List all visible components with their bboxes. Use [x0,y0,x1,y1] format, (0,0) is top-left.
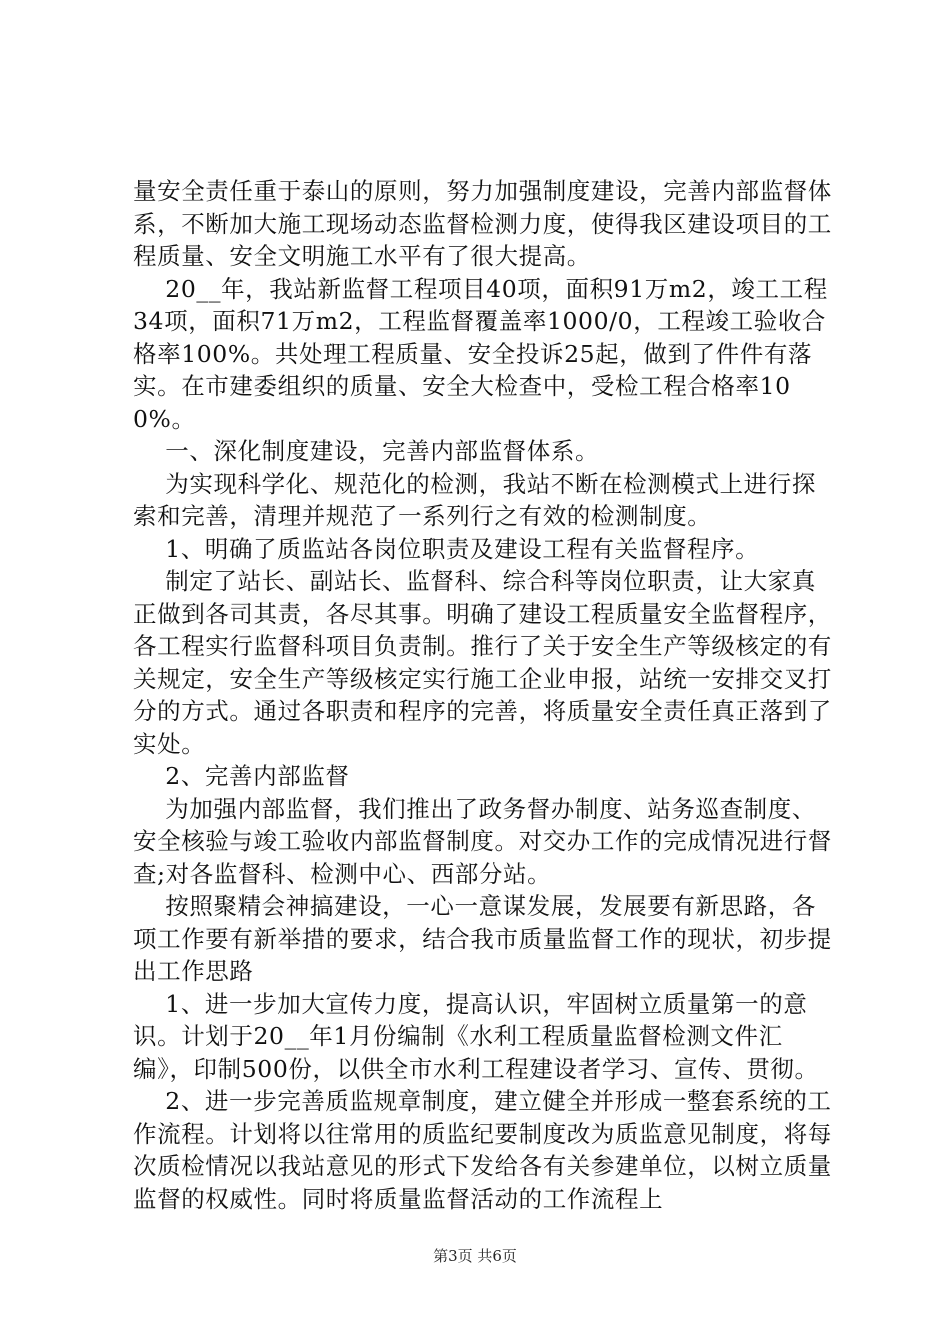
paragraph-internal-supervision: 为加强内部监督，我们推出了政务督办制度、站务巡查制度、安全核验与竣工验收内部监督制度。对交办工作的完成情况进行督查;对各监督科、检测中心、西部分站。 [133,794,832,888]
subheading-1-1: 1、明确了质监站各岗位职责及建设工程有关监督程序。 [133,534,760,563]
document-body [133,175,833,1215]
paragraph-section-1: 为实现科学化、规范化的检测，我站不断在检测模式上进行探索和完善，清理并规范了一系列行之有效的检测制度。 [133,469,816,530]
paragraph-plan-1: 1、进一步加大宣传力度，提高认识，牢固树立质量第一的意识。计划于20__年1月份编制《水利工程质量监督检测文件汇编》，印制500份，以供全市水利工程建设者学习、宣传、贯彻。 [133,989,819,1083]
paragraph-intro: 量安全责任重于泰山的原则，努力加强制度建设，完善内部监督体系，不断加大施工现场动态监督检测力度，使得我区建设项目的工程质量、安全文明施工水平有了很大提高。 [133,177,832,270]
paragraph-work-ideas: 按照聚精会神搞建设，一心一意谋发展，发展要有新思路，各项工作要有新举措的要求，结合我市质量监督工作的现状，初步提出工作思路 [133,892,832,985]
page-number-footer: 第3页 共6页 [433,1247,517,1265]
subheading-1-2: 2、完善内部监督 [133,762,350,790]
paragraph-plan-2: 2、进一步完善质监规章制度，建立健全并形成一整套系统的工作流程。计划将以往常用的质监纪要制度改为质监意见制度，将每次质检情况以我站意见的形式下发给各有关参建单位，以树立质量监督的权威性。同时将质量监督活动的工作流程上 [133,1087,832,1213]
paragraph-duties: 制定了站长、副站长、监督科、综合科等岗位职责，让大家真正做到各司其责，各尽其事。明确了建设工程质量安全监督程序，各工程实行监督科项目负责制。推行了关于安全生产等级核定的有关规定，安全生产等级核定实行施工企业申报，站统一安排交叉打分的方式。通过各职责和程序的完善，将质量安全责任真正落到了实处。 [133,567,832,758]
paragraph-statistics: 20__年，我站新监督工程项目40项，面积91万m2，竣工工程34项，面积71万m2，工程监督覆盖率1000/0，工程竣工验收合格率100%。共处理工程质量、安全投诉25起，做到了件件有落实。在市建委组织的质量、安全大检查中，受检工程合格率100%。 [133,274,828,433]
section-heading-1: 一、深化制度建设，完善内部监督体系。 [133,437,600,465]
